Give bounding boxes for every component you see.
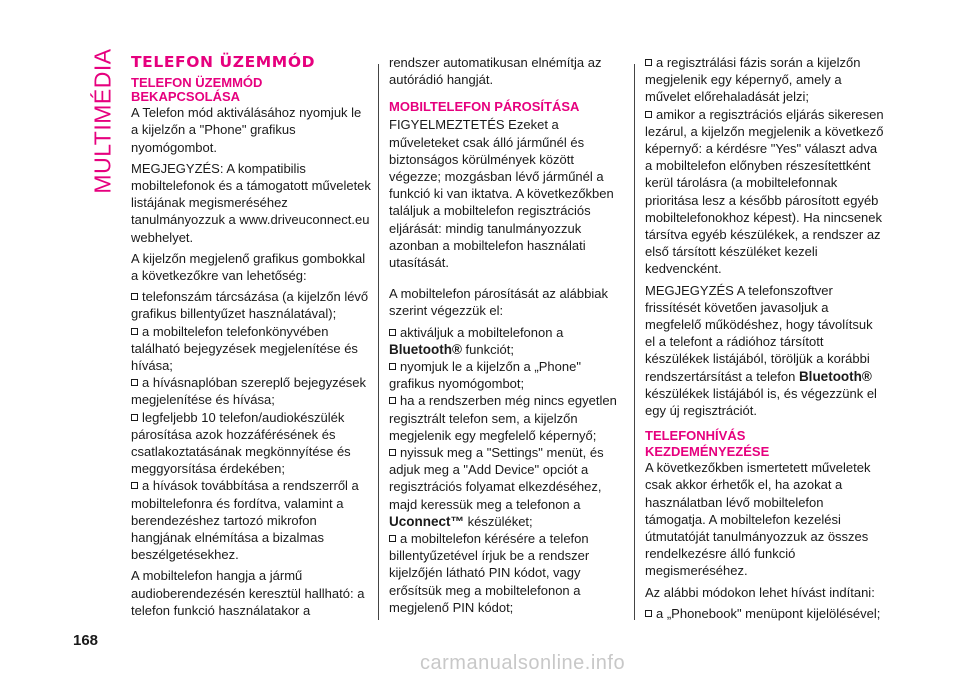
list-item: a hívásnaplóban szereplő bejegyzések megjelenítése és hívása; — [131, 375, 367, 408]
note-paragraph: MEGJEGYZÉS: A kompatibilis mobiltelefonok és a támogatott műveletek listájának megismeréséhez tanulmányozzuk a www.driveuconnect.eu webhelyet. — [131, 160, 371, 245]
paragraph: rendszer automatikusan elnémítja az autórádió hangját. — [389, 55, 602, 88]
section-heading: MOBILTELEFON PÁROSÍTÁSA — [389, 99, 580, 115]
list-item: aktiváljuk a mobiltelefonon a Bluetooth® funkciót; — [389, 324, 564, 357]
checkbox-square-icon — [645, 59, 652, 66]
spacer — [389, 275, 626, 285]
page-title: TELEFON ÜZEMMÓD — [131, 53, 316, 71]
paragraph: Az alábbi módokon lehet hívást indítani: — [645, 584, 875, 600]
warning-paragraph: FIGYELMEZTETÉS Ezeket a műveleteket csak álló járműnél és biztonságos körülmények között végezze; mozgásban lévő járműnél a funkció ki van iktatva. A következőkben találjuk a mobiltelefon regisztrációs eljárását: mindig tanulmányozzuk azonban a mobiltelefon használati utasítását. — [389, 117, 614, 271]
page-number: 168 — [73, 632, 99, 649]
column-1 — [131, 54, 371, 623]
checkbox-square-icon — [131, 379, 138, 386]
column-divider — [378, 64, 379, 620]
checkbox-square-icon — [389, 535, 396, 542]
section-heading-line-2: KEZDEMÉNYEZÉSE — [645, 444, 770, 460]
list-item: a hívások továbbítása a rendszerről a mobiltelefonra és fordítva, valamint a berendezéshez tartozó mikrofon hangjának elnémítása a bizalmas beszélgetésekhez. — [131, 478, 359, 563]
list-item: legfeljebb 10 telefon/audiokészülék párosítása azok hozzáférésének és csatlakoztatásának megkönnyítése és meggyorsítása érdekében; — [131, 409, 351, 477]
section-side-label-text: MULTIMÉDIA — [89, 48, 116, 194]
checkbox-square-icon — [131, 414, 138, 421]
checkbox-square-icon — [131, 482, 138, 489]
list-item: a „Phonebook" menüpont kijelölésével; — [645, 605, 885, 622]
list-item: telefonszám tárcsázása (a kijelzőn lévő grafikus billentyűzet használatával); — [131, 289, 369, 322]
checkbox-square-icon — [389, 329, 396, 336]
section-heading: TELEFON ÜZEMMÓD — [131, 75, 263, 91]
list-item: ha a rendszerben még nincs egyetlen regisztrált telefon sem, a kijelzőn megjelenik egy megfelelő képernyő; — [389, 393, 617, 443]
list-item: amikor a regisztrációs eljárás sikeresen lezárul, a kijelzőn megjelenik a következő képernyő: a kérdésre "Yes" választ adva a mobiltelefon előnyben részesítettként kerül tárolásra (a mobiltelefonnak prioritása lesz a később párosított egyéb mobiltelefonokhoz képest). Ha nincsenek társítva egyéb készülékek, a rendszer az első társított készüléket kezeli kedvencként. — [645, 106, 884, 277]
paragraph: A Telefon mód aktiválásához nyomjuk le a kijelzőn a "Phone" grafikus nyomógombot. — [131, 105, 362, 155]
checkbox-square-icon — [645, 111, 652, 118]
list-item: nyomjuk le a kijelzőn a „Phone" grafikus nyomógombot; — [389, 359, 581, 392]
paragraph: A kijelzőn megjelenő grafikus gombokkal a következőkre van lehetőség: — [131, 250, 366, 284]
section-heading-line-2: BEKAPCSOLÁSA — [131, 89, 241, 105]
checkbox-square-icon — [131, 293, 138, 300]
checkbox-square-icon — [645, 610, 652, 617]
list-item: a regisztrálási fázis során a kijelzőn megjelenik egy képernyő, amely a művelet előrehaladását jelzi; — [645, 55, 861, 105]
section-side-label — [89, 48, 117, 194]
list-item: nyissuk meg a "Settings" menüt, és adjuk meg a "Add Device" opciót a regisztrációs folyamat elkezdéséhez, majd keressük meg a telefonon a Uconnect™ készüléket; — [389, 445, 604, 529]
paragraph: A mobiltelefon hangja a jármű audioberendezésén keresztül hallható: a telefon funkció használatakor a — [131, 568, 365, 618]
column-divider — [634, 64, 635, 620]
checkbox-square-icon — [389, 397, 396, 404]
list-item: a mobiltelefon kérésére a telefon billentyűzetével írjuk be a rendszer kijelzőjén látható PIN kódot, vagy erősítsük meg a mobiltelefonon a megjelenő PIN kódot; — [389, 531, 590, 615]
list-item: a mobiltelefon telefonkönyvében található bejegyzések megjelenítése és hívása; — [131, 323, 358, 374]
paragraph: A következőkben ismertetett műveletek csak akkor érhetők el, ha azokat a használatban lévő mobiltelefon támogatja. A mobiltelefon kezelési útmutatóját tanulmányozzuk az összes rendelkezésre álló funkció megismeréséhez. — [645, 460, 871, 579]
note-paragraph: MEGJEGYZÉS A telefonszoftver frissítését követően javasoljuk a megfelelő működéshez, hogy távolítsuk el a telefont a rádióhoz társított készülékek listájából, töröljük a korábbi rendszertársítást a telefon Bluetooth® készülékek listájából is, és végezzünk el egy új regisztrációt. — [645, 282, 877, 419]
column-3 — [645, 54, 885, 622]
checkbox-square-icon — [389, 363, 396, 370]
column-2 — [389, 54, 626, 616]
section-heading: TELEFONHÍVÁS — [645, 428, 746, 444]
checkbox-square-icon — [131, 328, 138, 335]
paragraph: A mobiltelefon párosítását az alábbiak szerint végezzük el: — [389, 286, 608, 319]
checkbox-square-icon — [389, 449, 396, 456]
watermark: carmanualsonline.info — [420, 652, 626, 674]
